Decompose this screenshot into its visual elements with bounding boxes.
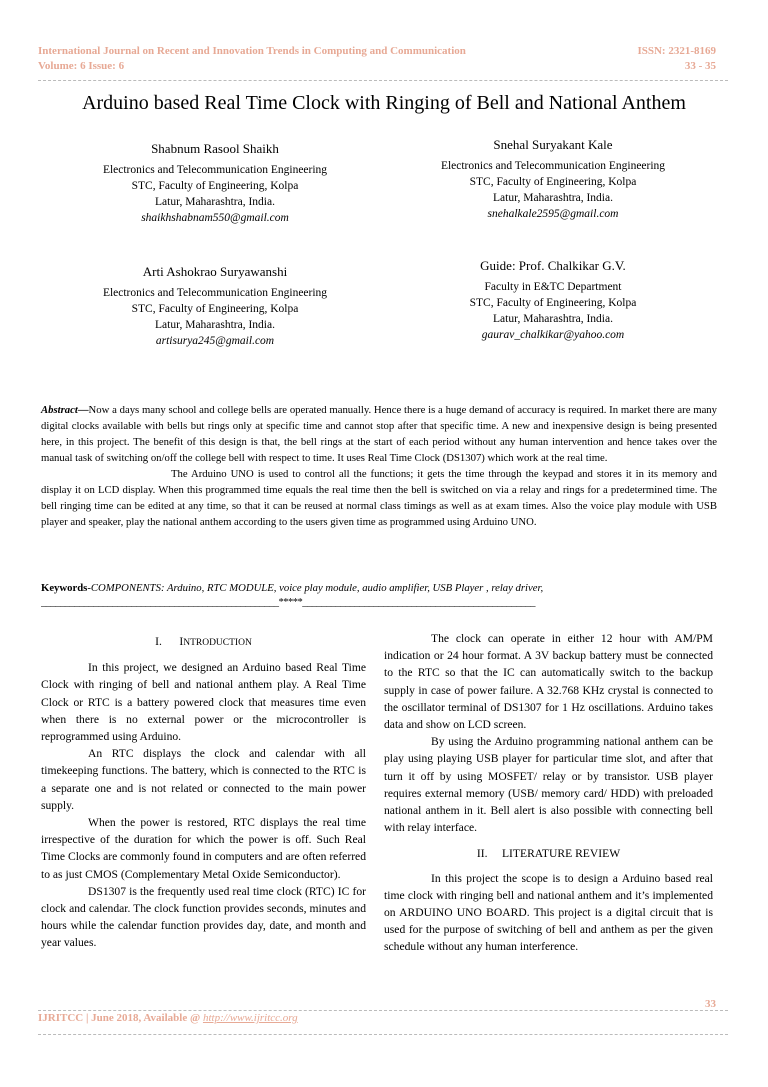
author-3	[55, 264, 375, 349]
issn: ISSN: 2321-8169	[637, 45, 716, 57]
abstract-text-1: Now a days many school and college bells are operated manually. Hence there is a huge demand of accuracy is required. In market there are many digital clocks available with bells but rings only at specific time and cannot stop after that specific time. A new and inexpensive design is being presented here, in this project. The benefit of this design is that, the bell rings at the start of each period without any human intervention and hence takes over the manual task of switching on/off the college bell with respect to time. It uses Real Time Clock (DS1307) which work at the real time.	[41, 404, 717, 464]
author-email: snehalkale2595@gmail.com	[487, 208, 619, 220]
footer-link[interactable]: http://www.ijritcc.org	[202, 1012, 298, 1024]
intro-paragraph-3: When the power is restored, RTC displays the real time irrespective of the duration for which the power is off. Such Real Time Clocks are commonly found in computers and are often referred to as just CMOS (Complementary Metal Oxide Semiconductor).	[41, 816, 366, 881]
footer-text	[38, 1012, 298, 1024]
section-separator: __________________________________________________*****_________________________________________________	[41, 597, 535, 608]
abstract-paragraph-1	[41, 402, 717, 466]
journal-name: International Journal on Recent and Innovation Trends in Computing and Communication	[38, 45, 466, 57]
author-name: Shabnum Rasool Shaikh	[151, 141, 279, 156]
author-name: Arti Ashokrao Suryawanshi	[142, 264, 288, 279]
literature-paragraph-1: In this project the scope is to design a Arduino based real time clock with ringing bell and national anthem and it’s implemented on ARDUINO UNO BOARD. This project is a digital circuit that is used for the purpose of switching of bell and anthem as per the given schedule without any human interference.	[384, 871, 713, 954]
section-heading-literature-review	[384, 845, 713, 862]
author-dept: Electronics and Telecommunication Engineering	[102, 287, 328, 299]
keywords	[41, 582, 543, 594]
footer-label: IJRITCC | June 2018, Available @	[38, 1012, 203, 1024]
page-number: 33	[705, 998, 716, 1010]
section-number: II.	[476, 847, 488, 861]
intro-paragraph-2: An RTC displays the clock and calendar with all timekeeping functions. The battery, which is connected to the RTC is a separate one and is not related or connected to the main power supply.	[41, 747, 366, 812]
left-column	[41, 633, 366, 952]
intro-paragraph-1: In this project, we designed an Arduino based Real Time Clock with ringing of bell and national anthem play. A Real Time Clock or RTC is a battery powered clock that measures time even when there is no external power or the microcontroller is reprogrammed using Arduino.	[41, 661, 366, 744]
intro-paragraph-4: DS1307 is the frequently used real time clock (RTC) IC for clock and calendar. The clock function provides seconds, minutes and hours while the calendar function provides day, date, and month and year values.	[41, 884, 366, 950]
body-paragraph-1: The clock can operate in either 12 hour with AM/PM indication or 24 hour format. A 3V backup battery must be connected to the RTC so that the IC can automatically switch to the backup supply in case of power failure. A 32.768 KHz crystal is connected to the oscillator terminal of DS1307 for 1 Hz oscillations. Arduino takes data and show on LCD screen.	[384, 632, 713, 732]
author-loc: Latur, Maharashtra, India.	[493, 192, 613, 204]
abstract-dash: —	[77, 404, 89, 416]
author-loc: Latur, Maharashtra, India.	[155, 319, 275, 331]
abstract-label: Abstract	[41, 404, 78, 416]
author-dept: Electronics and Telecommunication Engineering	[102, 164, 328, 176]
author-dept: Faculty in E&TC Department	[484, 281, 622, 293]
keywords-text: -COMPONENTS: Arduino, RTC MODULE, voice play module, audio amplifier, USB Player , relay driver,	[87, 582, 544, 594]
header-rule	[38, 80, 728, 81]
section-heading-introduction	[41, 633, 366, 652]
footer-rule-top	[38, 1010, 728, 1011]
author-inst: STC, Faculty of Engineering, Kolpa	[469, 297, 637, 309]
author-name: Guide: Prof. Chalkikar G.V.	[480, 258, 626, 273]
author-dept: Electronics and Telecommunication Engineering	[440, 160, 666, 172]
section-title-rest: NTRODUCTION	[183, 638, 252, 648]
abstract	[41, 402, 717, 530]
body-paragraph-2: By using the Arduino programming national anthem can be play using playing USB player for particular time slot, and after that turn it off by using MOSFET/ relay or by transistor. USB player requires external memory (USB/ memory card/ HDD) with preloaded national anthem in it. Bell alert is also possible with connecting bell with relay interface.	[384, 735, 713, 835]
section-number: I.	[155, 635, 162, 648]
author-loc: Latur, Maharashtra, India.	[493, 313, 613, 325]
footer-rule-bottom	[38, 1034, 728, 1035]
paper-title: Arduino based Real Time Clock with Ringing of Bell and National Anthem	[82, 92, 686, 114]
author-loc: Latur, Maharashtra, India.	[155, 196, 275, 208]
author-2	[393, 137, 713, 222]
author-1	[55, 141, 375, 226]
author-name: Snehal Suryakant Kale	[493, 137, 613, 152]
abstract-paragraph-2: The Arduino UNO is used to control all the functions; it gets the time through the keypad and stores it in its memory and display it on LCD display. When this programmed time equals the real time then the bell is switched on via a relay and rings for a predetermined time. The bell ringing time can be edited at any time, so that it can be reused at normal class timings as well as at exam times. Also the voice play module with USB player and speaker, play the national anthem according to the users given time as programmed using Arduino UNO.	[41, 468, 717, 528]
page-range: 33 - 35	[684, 60, 716, 72]
section-cap: I	[179, 635, 184, 648]
author-inst: STC, Faculty of Engineering, Kolpa	[469, 176, 637, 188]
volume-issue: Volume: 6 Issue: 6	[38, 60, 125, 72]
right-column	[384, 630, 713, 956]
author-inst: STC, Faculty of Engineering, Kolpa	[131, 180, 299, 192]
author-inst: STC, Faculty of Engineering, Kolpa	[131, 303, 299, 315]
keywords-label: Keywords	[41, 582, 88, 594]
author-email: gaurav_chalkikar@yahoo.com	[481, 329, 625, 341]
author-email: shaikhshabnam550@gmail.com	[141, 212, 289, 224]
author-email: artisurya245@gmail.com	[155, 335, 275, 347]
author-4	[393, 258, 713, 343]
section-title: LITERATURE REVIEW	[501, 847, 621, 861]
